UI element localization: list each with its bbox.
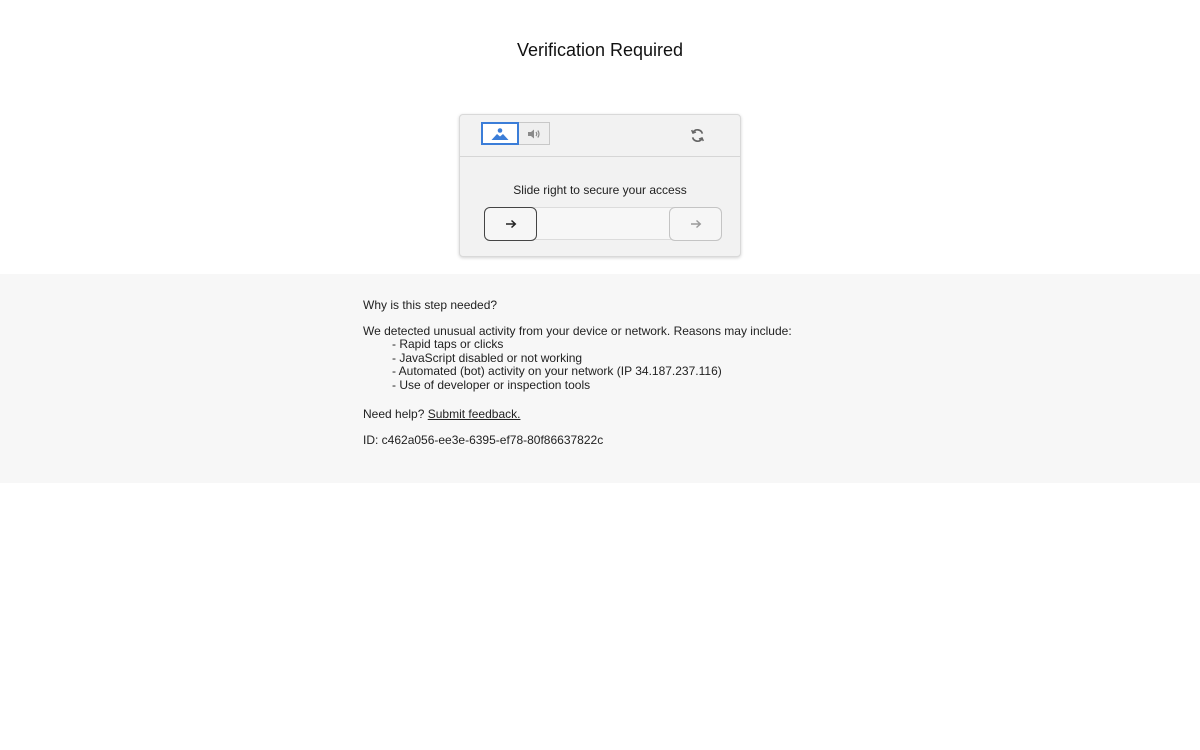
list-item: - Automated (bot) activity on your network (IP 34.187.237.116) [392, 364, 722, 378]
list-item: - JavaScript disabled or not working [392, 350, 583, 365]
request-id: ID: c462a056-ee3e-6395-ef78-80f86637822c [363, 433, 604, 447]
list-item: - Rapid taps or clicks [392, 337, 504, 351]
speaker-icon [527, 128, 541, 140]
refresh-icon [690, 128, 705, 143]
page-title: Verification Required [516, 40, 684, 60]
refresh-button[interactable] [688, 126, 706, 144]
image-mode-button[interactable] [481, 122, 519, 145]
help-prefix: Need help? [363, 407, 425, 421]
audio-mode-button[interactable] [519, 122, 550, 145]
arrow-right-icon [505, 219, 517, 229]
reasons-list [392, 338, 843, 392]
why-title: Why is this step needed? [363, 298, 498, 312]
slider-instruction: Slide right to secure your access [513, 183, 687, 197]
captcha-widget [459, 114, 741, 257]
captcha-mode-toggle [481, 122, 550, 145]
captcha-header [460, 115, 740, 157]
slider-handle[interactable] [484, 207, 537, 241]
slider-target [669, 207, 722, 241]
help-line [363, 407, 843, 421]
arrow-right-icon [690, 219, 702, 229]
reasons-intro: We detected unusual activity from your device or network. Reasons may include: [363, 324, 792, 338]
info-content [363, 298, 843, 447]
info-panel [0, 274, 1200, 483]
image-icon [491, 127, 509, 141]
list-item: - Use of developer or inspection tools [392, 377, 591, 392]
submit-feedback-link[interactable]: Submit feedback. [427, 407, 521, 421]
